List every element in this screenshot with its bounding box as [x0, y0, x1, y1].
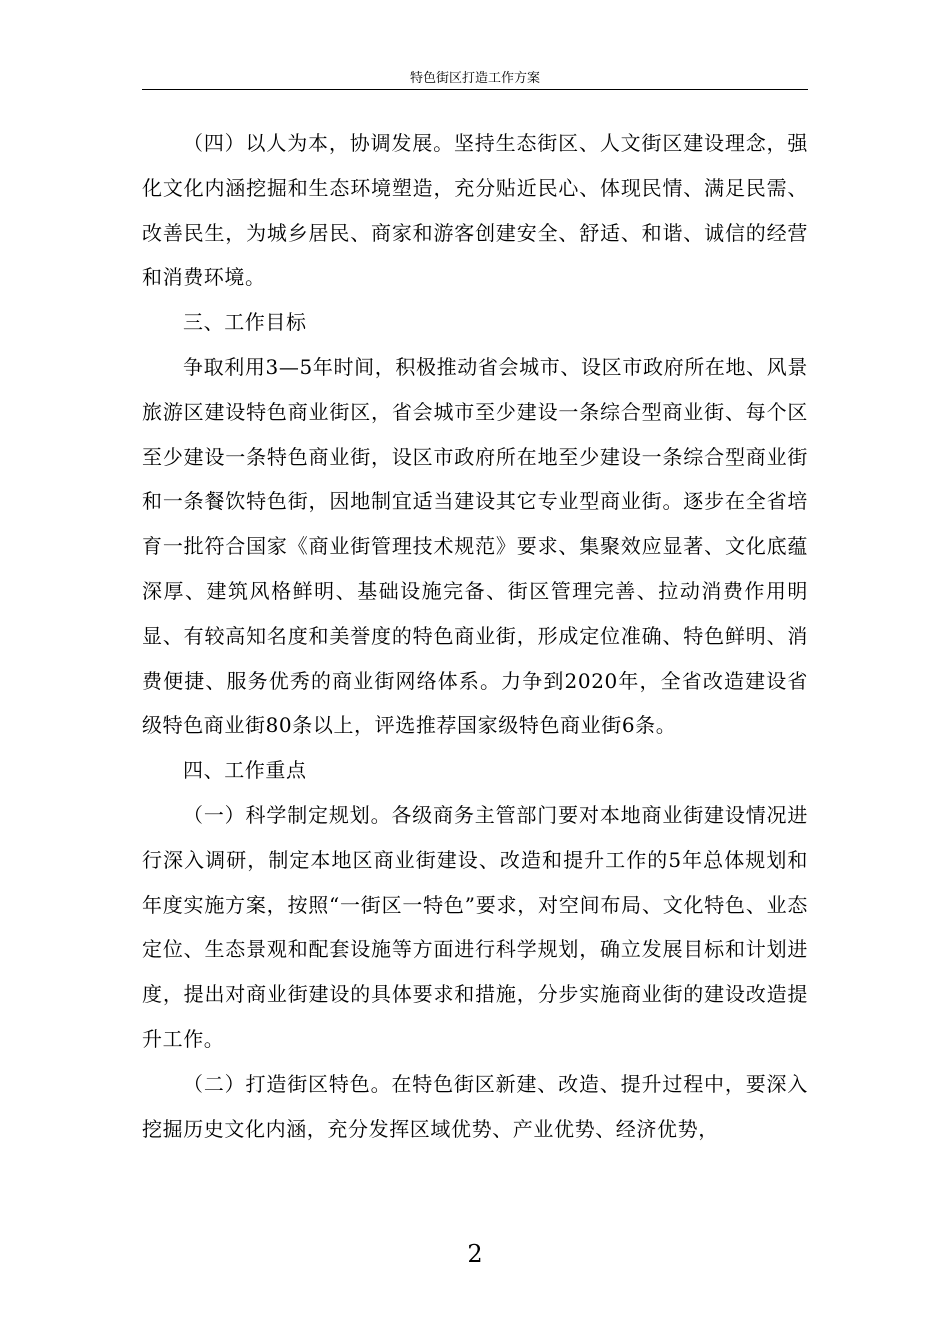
- page-number: 2: [467, 1240, 483, 1268]
- section-heading-work-focus: 四、工作重点: [183, 758, 307, 783]
- document-body: [142, 121, 808, 1151]
- running-header: 特色街区打造工作方案: [409, 71, 540, 86]
- paragraph-planning: （一）科学制定规划。各级商务主管部门要对本地商业街建设情况进行深入调研，制定本地区商业街建设、改造和提升工作的5年总体规划和年度实施方案，按照“一街区一特色”要求，对空间布局、文化特色、业态定位、生态景观和配套设施等方面进行科学规划，确立发展目标和计划进度，提出对商业街建设的具体要求和措施，分步实施商业街的建设改造提升工作。: [142, 802, 808, 1051]
- section-heading-work-goals: 三、工作目标: [183, 310, 307, 335]
- header-divider: [142, 89, 808, 90]
- paragraph-work-goals: 争取利用3—5年时间，积极推动省会城市、设区市政府所在地、风景旅游区建设特色商业街区，省会城市至少建设一条综合型商业街、每个区至少建设一条特色商业街，设区市政府所在地至少建设一条综合型商业街和一条餐饮特色街，因地制宜适当建设其它专业型商业街。逐步在全省培育一批符合国家《商业街管理技术规范》要求、集聚效应显著、文化底蕴深厚、建筑风格鲜明、基础设施完备、街区管理完善、拉动消费作用明显、有较高知名度和美誉度的特色商业街，形成定位准确、特色鲜明、消费便捷、服务优秀的商业街网络体系。力争到2020年，全省改造建设省级特色商业街80条以上，评选推荐国家级特色商业街6条。: [142, 354, 808, 738]
- paragraph-district-features: （二）打造街区特色。在特色街区新建、改造、提升过程中，要深入挖掘历史文化内涵，充分发挥区域优势、产业优势、经济优势，: [142, 1071, 808, 1141]
- paragraph-principle-four: （四）以人为本，协调发展。坚持生态街区、人文街区建设理念，强化文化内涵挖掘和生态环境塑造，充分贴近民心、体现民情、满足民需、改善民生，为城乡居民、商家和游客创建安全、舒适、和谐、诚信的经营和消费环境。: [142, 131, 808, 290]
